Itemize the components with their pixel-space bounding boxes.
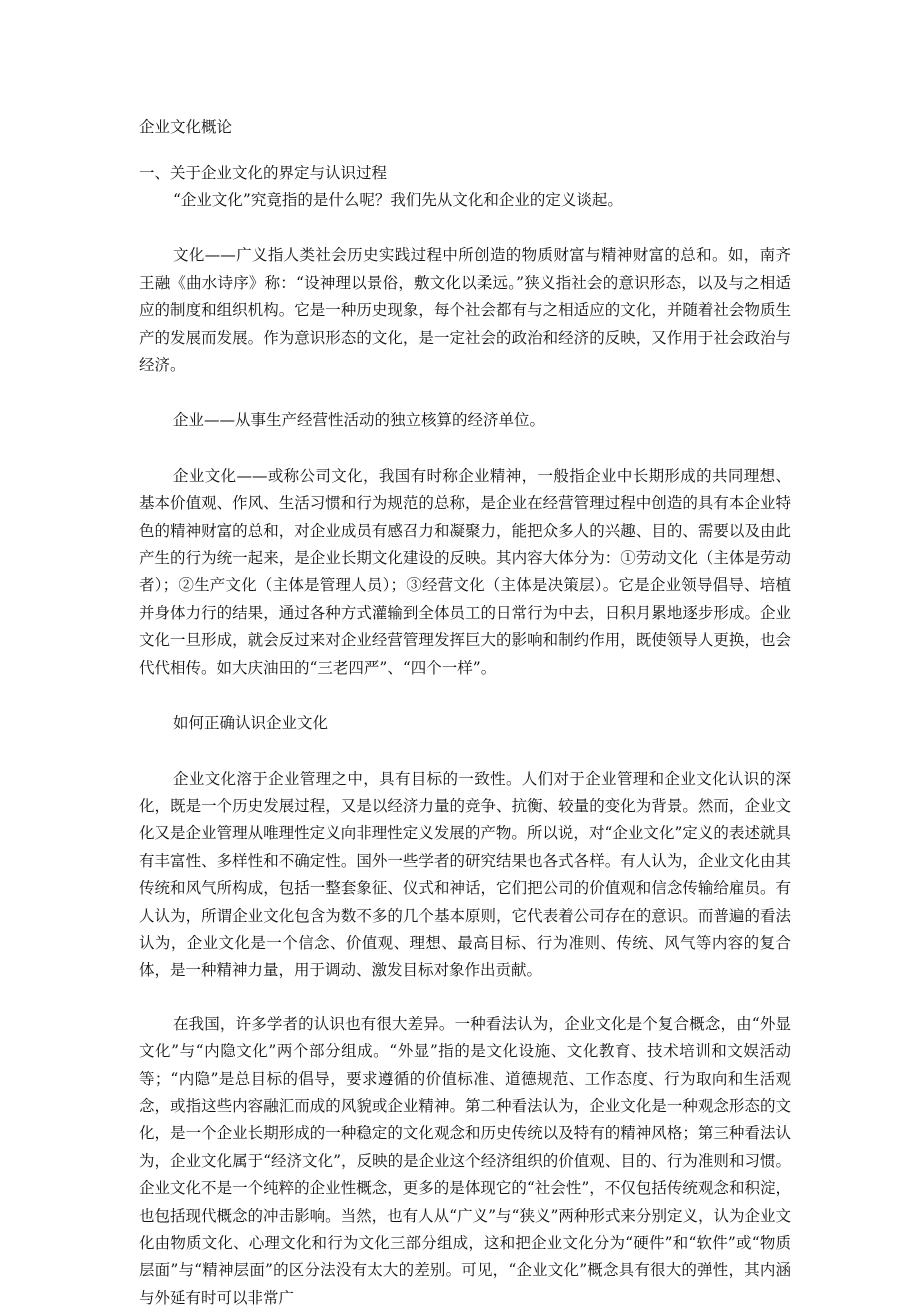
- paragraph-enterprise-definition: 企业——从事生产经营性活动的独立核算的经济单位。: [173, 411, 546, 430]
- subheading-understanding: 如何正确认识企业文化: [173, 714, 329, 733]
- section-heading: 一、关于企业文化的界定与认识过程: [139, 164, 388, 182]
- paragraph-intro: “企业文化”究竟指的是什么呢？我们先从文化和企业的定义谈起。: [173, 191, 623, 209]
- paragraph-china-views: 在我国，许多学者的认识也有很大差异。一种看法认为，企业文化是个复合概念，由“外显文化”与“内隐文化”两个部分组成。“外显”指的是文化设施、文化教育、技术培训和文娱活动等；“内隐”是总目标的倡导，要求遵循的价值标准、道德规范、工作态度、行为取向和生活观念，或指这些内容融汇而成的风貌或企业精神。第二种看法认为，企业文化是一种观念形态的文化，是一个企业长期形成的一种稳定的文化观念和历史传统以及特有的精神风格；第三种看法认为，企业文化属于“经济文化”，反映的是企业这个经济组织的价值观、目的、行为准则和习惯。企业文化不是一个纯粹的企业性概念，更多的是体现它的“社会性”，不仅包括传统观念和积淀，也包括现代概念的冲击影响。当然，也有人从“广义”与“狭义”两种形式来分别定义，认为企业文化由物质文化、心理文化和行为文化三部分组成，这和把企业文化分为“硬件”和“软件”或“物质层面”与“精神层面”的区分法没有太大的差别。可见，“企业文化”概念具有很大的弹性，其内涵与外延有时可以非常广: [139, 1014, 791, 1307]
- paragraph-corporate-culture-definition: 企业文化——或称公司文化，我国有时称企业精神，一般指企业中长期形成的共同理想、基本价值观、作风、生活习惯和行为规范的总称，是企业在经营管理过程中创造的具有本企业特色的精神财富的总和，对企业成员有感召力和凝聚力，能把众多人的兴趣、目的、需要以及由此产生的行为统一起来，是企业长期文化建设的反映。其内容大体分为：①劳动文化（主体是劳动者）；②生产文化（主体是管理人员）；③经营文化（主体是决策层）。它是企业领导倡导、培植并身体力行的结果，通过各种方式灌输到全体员工的日常行为中去，日积月累地逐步形成。企业文化一旦形成，就会反过来对企业经营管理发挥巨大的影响和制约作用，既使领导人更换，也会代代相传。如大庆油田的“三老四严”、“四个一样”。: [139, 466, 791, 677]
- paragraph-management-relation: 企业文化溶于企业管理之中，具有目标的一致性。人们对于企业管理和企业文化认识的深化，既是一个历史发展过程，又是以经济力量的竞争、抗衡、较量的变化为背景。然而，企业文化又是企业管理从唯理性定义向非理性定义发展的产物。所以说，对“企业文化”定义的表述就具有丰富性、多样性和不确定性。国外一些学者的研究结果也各式各样。有人认为，企业文化由其传统和风气所构成，包括一整套象征、仪式和神话，它们把公司的价值观和信念传输给雇员。有人认为，所谓企业文化包含为数不多的几个基本原则，它代表着公司存在的意识。而普遍的看法认为，企业文化是一个信念、价值观、理想、最高目标、行为准则、传统、风气等内容的复合体，是一种精神力量，用于调动、激发目标对象作出贡献。: [139, 769, 791, 980]
- document-title: 企业文化概论: [139, 118, 233, 136]
- paragraph-culture-definition: 文化——广义指人类社会历史实践过程中所创造的物质财富与精神财富的总和。如，南齐王融《曲水诗序》称：“设神理以景俗，敷文化以柔远。”狭义指社会的意识形态，以及与之相适应的制度和组织机构。它是一种历史现象，每个社会都有与之相适应的文化，并随着社会物质生产的发展而发展。作为意识形态的文化，是一定社会的政治和经济的反映，又作用于社会政治与经济。: [139, 246, 791, 375]
- document-body: [139, 114, 791, 1312]
